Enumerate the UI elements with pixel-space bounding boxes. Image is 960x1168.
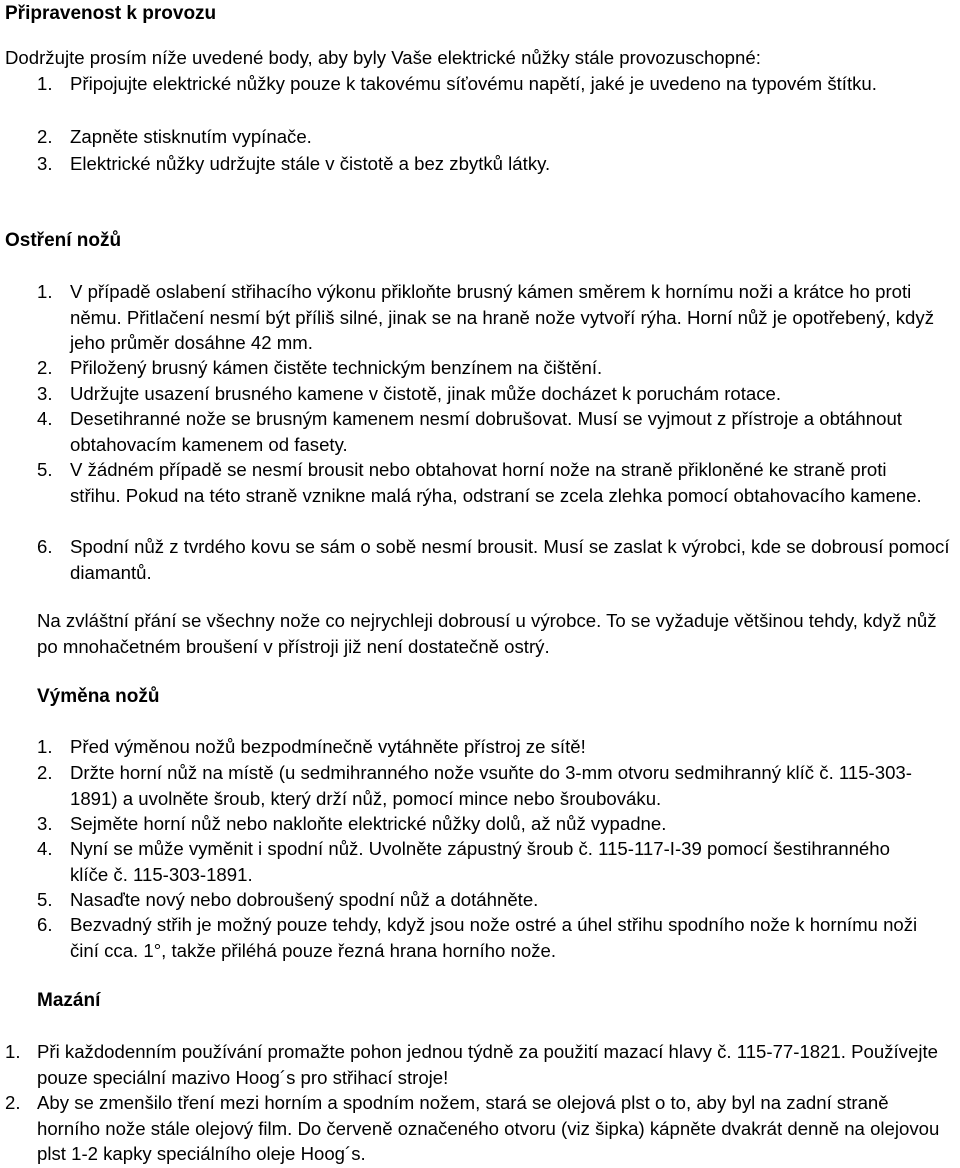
list-item-number: 6. [37,914,53,935]
list-item-number: 6. [37,536,53,557]
list-item-text: Přiložený brusný kámen čistěte technickým benzínem na čištění. [70,357,603,378]
list-item-number: 2. [5,1092,21,1113]
intro-paragraph: Dodržujte prosím níže uvedené body, aby byly Vaše elektrické nůžky stále provozuschopné: [5,47,761,68]
list-item-number: 5. [37,889,53,910]
list-item-text: Sejměte horní nůž nebo nakloňte elektrické nůžky dolů, až nůž vypadne. [70,813,667,834]
list-item-text: Při každodenním používání promažte pohon jednou týdně za použití mazací hlavy č. 115-77-1821. Používejte pouze speciální mazivo Hoog´s pro střihací stroje! [37,1041,938,1088]
section-title-mazani: Mazání [37,990,101,1011]
list-item-number: 2. [37,126,53,147]
section-title-provoz: Připravenost k provozu [5,3,217,24]
section-title-ostreni: Ostření nožů [5,230,122,251]
list-item-number: 1. [5,1041,21,1062]
list-item-number: 1. [37,736,53,757]
list-item-text: Nyní se může vyměnit i spodní nůž. Uvolněte zápustný šroub č. 115-117-I-39 pomocí šestihranného klíče č. 115-303-1891. [70,838,890,885]
list-item-text: Nasaďte nový nebo dobroušený spodní nůž a dotáhněte. [70,889,539,910]
list-item-number: 4. [37,408,53,429]
list-item-number: 2. [37,357,53,378]
list-item-text: Bezvadný střih je možný pouze tehdy, když jsou nože ostré a úhel střihu spodního nože k hornímu noži činí cca. 1°, takže přiléhá pouze řezná hrana horního nože. [70,914,918,961]
list-item-text: Udržujte usazení brusného kamene v čistotě, jinak může docházet k poruchám rotace. [70,383,782,404]
list-item-text: Spodní nůž z tvrdého kovu se sám o sobě nesmí brousit. Musí se zaslat k výrobci, kde se dobrousí pomocí diamantů. [70,536,950,583]
list-item-number: 3. [37,153,53,174]
list-item-text: Držte horní nůž na místě (u sedmihranného nože vsuňte do 3-mm otvoru sedmihranný klíč č. 115-303-1891) a uvolněte šroub, který drží nůž, pomocí mince nebo šroubováku. [70,762,912,809]
list-item-number: 4. [37,838,53,859]
list-item-text: V žádném případě se nesmí brousit nebo obtahovat horní nože na straně přikloněné ke straně proti střihu. Pokud na této straně vznikne malá rýha, odstraní se zcela zlehka pomocí obtahovacího kamene. [70,459,922,506]
list-item [37,71,957,123]
list-item-text: Zapněte stisknutím vypínače. [70,126,312,147]
list-item-text: Aby se zmenšilo tření mezi horním a spodním nožem, stará se olejová plst o to, aby byl na zadní straně horního nože stále olejový film. Do červeně označeného otvoru (viz šipka) kápněte dvakrát denně na olejovou plst 1-2 kapky speciálního oleje Hoog´s. [37,1092,940,1164]
list-item-text: Před výměnou nožů bezpodmínečně vytáhněte přístroj ze sítě! [70,736,586,757]
list-item-number: 2. [37,762,53,783]
list-item-number: 1. [37,281,53,302]
note-paragraph: Na zvláštní přání se všechny nože co nejrychleji dobrousí u výrobce. To se vyžaduje většinou tehdy, když nůž po mnohačetném broušení v přístroji již není dostatečně ostrý. [37,610,937,657]
list-item-number: 5. [37,459,53,480]
list-item-text: Desetihranné nože se brusným kamenem nesmí dobrušovat. Musí se vyjmout z přístroje a obtáhnout obtahovacím kamenem od fasety. [70,408,902,455]
list-item-text: Elektrické nůžky udržujte stále v čistotě a bez zbytků látky. [70,153,551,174]
list-item-text: Připojujte elektrické nůžky pouze k takovému síťovému napětí, jaké je uvedeno na typovém štítku. [70,73,877,94]
section-title-vymena: Výměna nožů [37,686,160,707]
list-item-text: V případě oslabení střihacího výkonu přikloňte brusný kámen směrem k hornímu noži a krátce ho proti němu. Přitlačení nesmí být příliš silné, jinak se na hraně nože vytvoří rýha. Horní nůž je opotřebený, když jeho průměr dosáhne 42 mm. [70,281,934,353]
list-item-number: 3. [37,813,53,834]
list-item-number: 3. [37,383,53,404]
list-item-number: 1. [37,73,53,94]
